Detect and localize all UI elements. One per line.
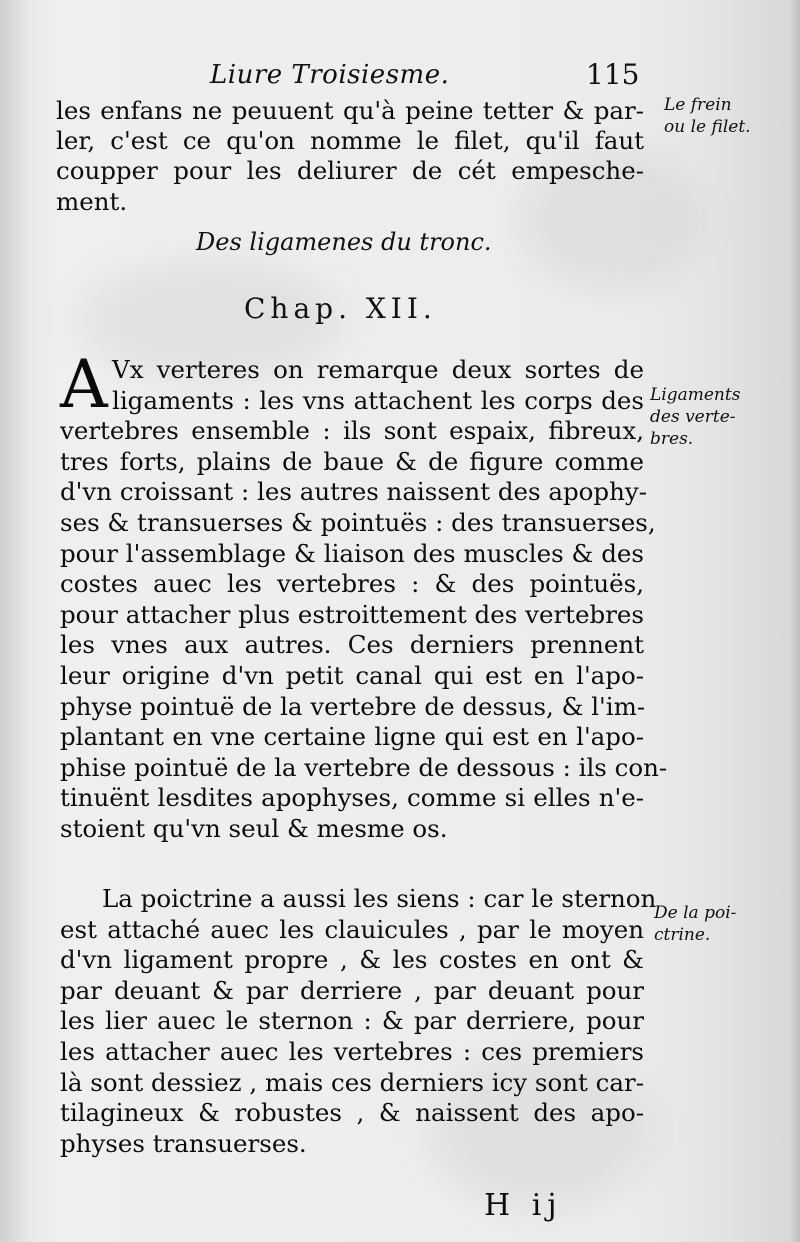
text-line: La poictrine a aussi les siens : car le sternon <box>102 884 657 913</box>
running-head: Liure Troisiesme. <box>210 60 450 90</box>
text-line: pour attacher plus estroittement des vertebres <box>60 599 644 629</box>
text-line: phise pointuë de la vertebre de dessous : ils con- <box>60 752 668 782</box>
text-line: d'vn ligament propre , & les costes en ont & <box>60 945 644 975</box>
text-line: tilagineux & robustes , & naissent des apo- <box>60 1098 644 1128</box>
text-line: tinuënt lesdites apophyses, comme si elles n'e- <box>60 783 644 813</box>
text-line: vertebres ensemble : ils sont espaix, fibreux, <box>60 416 644 446</box>
marginal-note-vertebres <box>650 384 800 450</box>
marginal-line: ou le filet. <box>664 117 751 137</box>
opening-lines <box>56 96 644 217</box>
marginal-note-frein <box>664 94 800 138</box>
marginal-line: Ligaments <box>650 385 741 405</box>
text-line: coupper pour les deliurer de cét empesche- <box>56 156 644 186</box>
paragraph-vertebrae-ligaments <box>60 355 668 845</box>
text-line: ler, c'est ce qu'on nomme le filet, qu'il faut <box>56 126 644 156</box>
drop-cap: A <box>60 346 108 423</box>
section-title: Des ligamenes du tronc. <box>196 228 492 256</box>
marginal-line: Le frein <box>664 95 732 115</box>
text-line: par deuant & par derriere , par deuant pour <box>60 975 644 1005</box>
marginal-line: ctrine. <box>654 925 711 945</box>
text-line: Vx verteres on remarque deux sortes de <box>112 355 644 384</box>
text-line: physes transuerses. <box>60 1128 307 1158</box>
marginal-line: De la poi- <box>654 903 737 923</box>
marginal-line: des verte- <box>650 407 736 427</box>
text-line: stoient qu'vn seul & mesme os. <box>60 813 448 843</box>
text-line: d'vn croissant : les autres naissent des apophy- <box>60 477 647 507</box>
text-line: ses & transuerses & pointuës : des transuerses, <box>60 507 656 537</box>
marginal-note-poictrine <box>654 902 800 946</box>
text-line: les vnes aux autres. Ces derniers prennent <box>60 630 644 660</box>
text-line: costes auec les vertebres : & des pointuës, <box>60 569 644 599</box>
text-line: tres forts, plains de baue & de figure comme <box>60 446 644 476</box>
text-line: est attaché auec les clauicules , par le moyen <box>60 914 644 944</box>
paragraph-chest-ligaments <box>60 884 657 1159</box>
text-line: les attacher auec les vertebres : ces premiers <box>60 1036 644 1066</box>
text-line: ment. <box>56 186 128 216</box>
text-line: les enfans ne peuuent qu'à peine tetter & par- <box>56 96 644 125</box>
chapter-heading: Chap. XII. <box>244 292 437 325</box>
text-line: plantant en vne certaine ligne qui est en l'apo- <box>60 722 644 752</box>
marginal-line: bres. <box>650 429 694 449</box>
page-number: 115 <box>586 58 640 91</box>
text-line: là sont dessiez , mais ces derniers icy sont car- <box>60 1067 644 1097</box>
text-line: les lier auec le sternon : & par derriere, pour <box>60 1006 644 1036</box>
text-line: pour l'assemblage & liaison des muscles & des <box>60 538 644 568</box>
signature-mark: H ij <box>484 1188 563 1223</box>
text-line: physe pointuë de la vertebre de dessus, & l'im- <box>60 691 646 721</box>
text-line: ligaments : les vns attachent les corps des <box>112 385 644 415</box>
text-line: leur origine d'vn petit canal qui est en l'apo- <box>60 660 644 690</box>
